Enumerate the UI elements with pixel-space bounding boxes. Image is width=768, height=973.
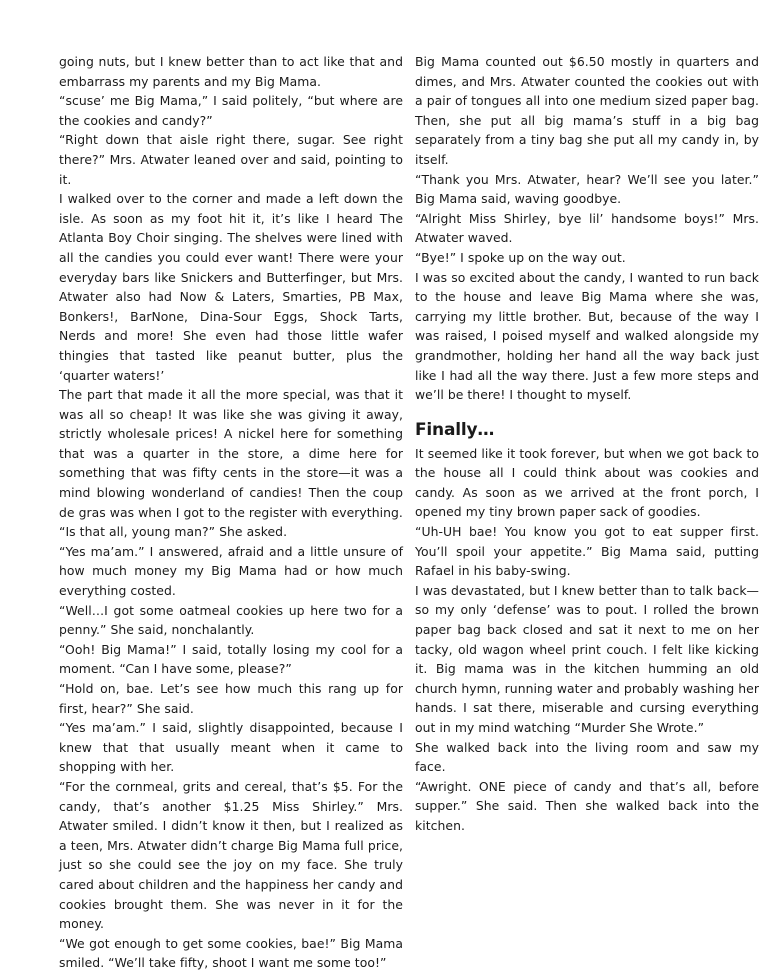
paragraph: It seemed like it took forever, but when we got back to the house all I could think about was cookies and candy. As soon as we arrived at the front porch, I opened my tiny brown paper sack of goodies. <box>415 445 759 520</box>
left-column <box>59 52 403 973</box>
paragraph: “Alright Miss Shirley, bye lil’ handsome boys!” Mrs. Atwater waved. <box>415 210 759 246</box>
paragraph: I was devastated, but I knew better than to talk back—so my only ‘defense’ was to pout. I rolled the brown paper bag back closed and sat it next to me on her tacky, old wagon wheel print couch. I felt like kicking it. Big mama was in the kitchen humming an old church hymn, running water and probably washing her hands. I sat there, miserable and cursing everything out in my mind watching “Murder She Wrote.” <box>415 582 759 735</box>
paragraph: “Well…I got some oatmeal cookies up here two for a penny.” She said, nonchalantly. <box>59 602 403 638</box>
paragraph: “Bye!” I spoke up on the way out. <box>415 249 626 265</box>
paragraph: “Ooh! Big Mama!” I said, totally losing my cool for a moment. “Can I have some, please?” <box>59 641 403 677</box>
paragraph: “scuse’ me Big Mama,” I said politely, “but where are the cookies and candy?” <box>59 93 403 128</box>
paragraph: “Yes ma’am.” I said, slightly disappointed, because I knew that that usually meant when it came to shopping with her. <box>59 720 403 775</box>
section-heading: Finally… <box>415 419 495 440</box>
paragraph: I was so excited about the candy, I wanted to run back to the house and leave Big Mama where she was, carrying my little brother. But, because of the way I was raised, I poised myself and walked alongside my grandmother, holding her hand all the way back just like I had all the way there. Just a few more steps and we’ll be there! I thought to myself. <box>415 269 759 403</box>
paragraph: “We got enough to get some cookies, bae!” Big Mama smiled. “We’ll take fifty, shoot I want me some too!” <box>59 935 403 971</box>
paragraph: The part that made it all the more special, was that it was all so cheap! It was like she was giving it away, strictly wholesale prices! A nickel here for something that was a quarter in the store, a dime here for something that was fifty cents in the store—it was a mind blowing wonderland of candies! Then the coup de gras was when I got to the register with everything. <box>59 387 403 520</box>
paragraph: “Awright. ONE piece of candy and that’s all, before supper.” She said. Then she walked back into the kitchen. <box>415 778 759 833</box>
paragraph: “Right down that aisle right there, sugar. See right there?” Mrs. Atwater leaned over and said, pointing to it. <box>59 132 403 187</box>
right-column <box>415 52 759 836</box>
paragraph: “For the cornmeal, grits and cereal, that’s $5. For the candy, that’s another $1.25 Miss Shirley.” Mrs. Atwater smiled. I didn’t know it then, but I realized as a teen, Mrs. Atwater didn’t charge Big Mama full price, just so she could see the joy on my face. She truly cared about children and the happiness her candy and cookies brought them. She was never in it for the money. <box>59 778 403 932</box>
paragraph: “Is that all, young man?” She asked. <box>59 524 288 540</box>
paragraph: Big Mama counted out $6.50 mostly in quarters and dimes, and Mrs. Atwater counted the cookies out with a pair of tongues all into one medium sized paper bag. Then, she put all big mama’s stuff in a big bag separately from a tiny bag she put all my candy in, by itself. <box>415 54 759 167</box>
paragraph: “Thank you Mrs. Atwater, hear? We’ll see you later.” Big Mama said, waving goodbye. <box>415 171 759 207</box>
paragraph: “Hold on, bae. Let’s see how much this rang up for first, hear?” She said. <box>59 681 403 716</box>
paragraph: She walked back into the living room and saw my face. <box>415 739 759 775</box>
paragraph: I walked over to the corner and made a left down the isle. As soon as my foot hit it, it’s like I heard The Atlanta Boy Choir singing. The shelves were lined with all the candies you could ever want! There were your everyday bars like Snickers and Butterfinger, but Mrs. Atwater also had Now & Laters, Smarties, PB Max, Bonkers!, BarNone, Dina-Sour Eggs, Shock Tarts, Nerds and more! She even had those little wafer thingies that tasted like peanut butter, plus the ‘quarter waters!’ <box>59 191 403 383</box>
paragraph: “Yes ma’am.” I answered, afraid and a little unsure of how much money my Big Mama had or how much everything costed. <box>59 543 403 599</box>
paragraph: going nuts, but I knew better than to act like that and embarrass my parents and my Big Mama. <box>59 54 403 89</box>
paragraph: “Uh-UH bae! You know you got to eat supper first. You’ll spoil your appetite.” Big Mama said, putting Rafael in his baby-swing. <box>415 524 759 579</box>
